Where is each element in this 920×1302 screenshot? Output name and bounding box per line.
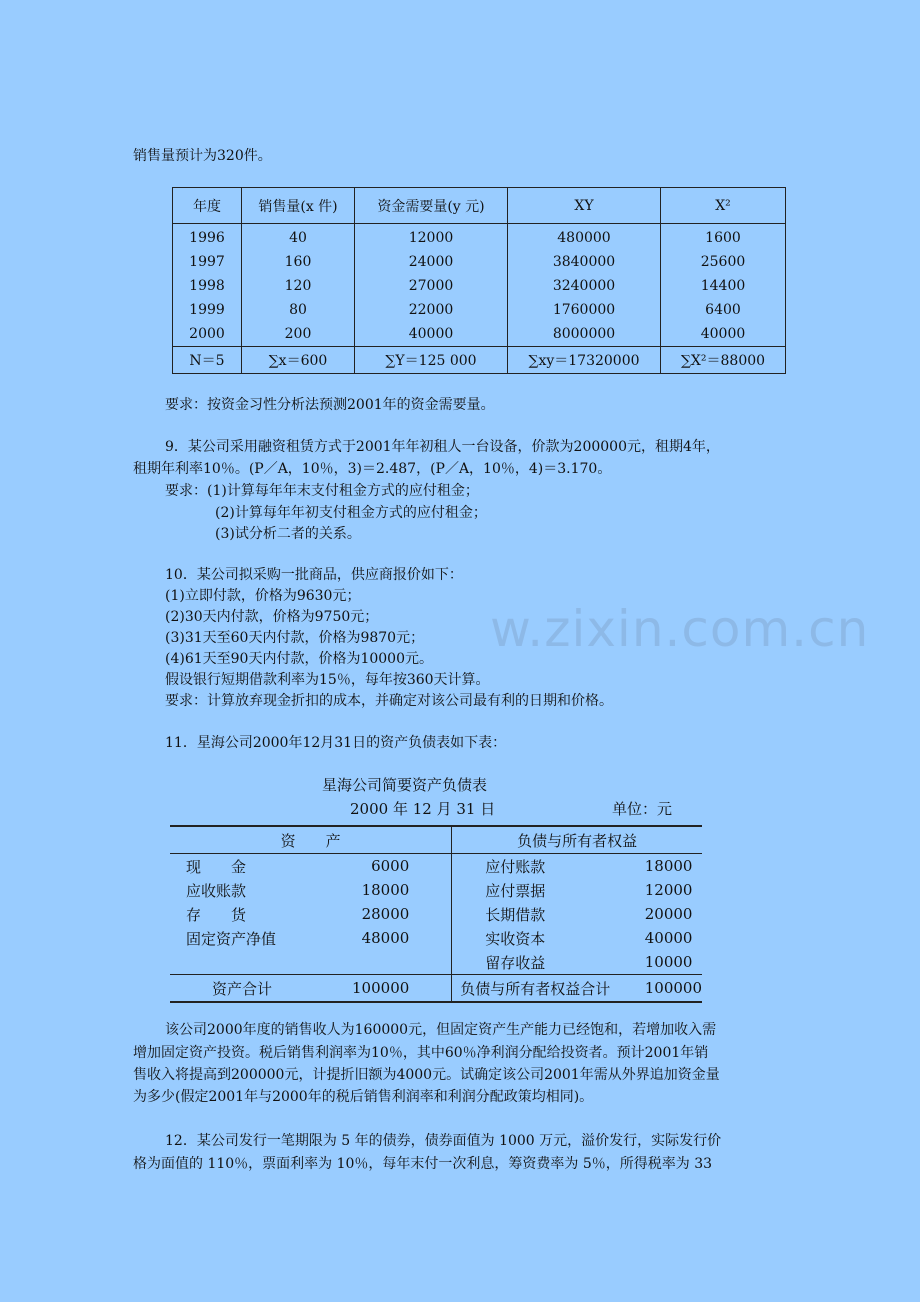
table-row: [173, 224, 786, 251]
asset-value: 48000: [312, 926, 452, 950]
cell: 2000: [173, 322, 242, 347]
table-row: [173, 298, 786, 322]
total-assets-value: 100000: [312, 975, 452, 1003]
total-liabilities-value: 100000: [619, 975, 702, 1003]
watermark: w.zixin.com.cn: [490, 600, 870, 658]
liability-label: 应付账款: [485, 857, 546, 876]
liabilities-header: 负债与所有者权益: [452, 826, 702, 854]
total-y: ∑Y＝125 000: [355, 347, 508, 374]
liability-value: 20000: [644, 905, 693, 923]
totals-row: [173, 347, 786, 374]
cell: 3840000: [508, 250, 661, 274]
intro-text: 销售量预计为320件。: [133, 148, 272, 164]
balance-sheet-table: [170, 825, 702, 1003]
req8-text: 要求：按资金习性分析法预测2001年的资金需要量。: [165, 397, 495, 413]
cell: 12000: [355, 224, 508, 251]
balance-header-row: [170, 826, 702, 854]
cell: 1999: [173, 298, 242, 322]
table-row: [170, 878, 702, 902]
liability-value: 10000: [644, 953, 693, 971]
col-xy: XY: [508, 188, 661, 224]
cell: 480000: [508, 224, 661, 251]
q10-opt3: (3)31天至60天内付款，价格为9870元；: [165, 630, 425, 646]
q12-line2: 格为面值的 110％，票面利率为 10％，每年末付一次利息，筹资费率为 5％，所得税率为 33: [133, 1156, 713, 1172]
cell: 25600: [661, 250, 786, 274]
asset-label: 现 金: [186, 857, 247, 876]
cell: 24000: [355, 250, 508, 274]
q11-para4: 为多少(假定2001年与2000年的税后销售利润率和利润分配政策均相同)。: [133, 1089, 594, 1105]
col-year: 年度: [173, 188, 242, 224]
balance-sheet-date: 2000 年 12 月 31 日: [350, 800, 496, 818]
total-x2: ∑X²＝88000: [661, 347, 786, 374]
cell: 160: [242, 250, 355, 274]
asset-label: 存 货: [186, 905, 247, 924]
empty-cell: [170, 950, 312, 975]
asset-value: 18000: [312, 878, 452, 902]
q10-opt4: (4)61天至90天内付款，价格为10000元。: [165, 651, 433, 667]
cell: 6400: [661, 298, 786, 322]
cell: 200: [242, 322, 355, 347]
q10-req: 要求：计算放弃现金折扣的成本，并确定对该公司最有利的日期和价格。: [165, 693, 613, 709]
balance-sheet-title: 星海公司简要资产负债表: [322, 776, 488, 794]
liability-value: 40000: [644, 929, 693, 947]
total-liabilities-label: 负债与所有者权益合计: [452, 975, 619, 1003]
liability-label: 实收资本: [485, 929, 546, 948]
cell: 8000000: [508, 322, 661, 347]
table-row: [170, 854, 702, 879]
cell: 1997: [173, 250, 242, 274]
asset-label: 应收账款: [186, 881, 247, 900]
cell: 40000: [661, 322, 786, 347]
q11-para1: 该公司2000年度的销售收人为160000元，但固定资产生产能力已经饱和，若增加收入需: [165, 1022, 717, 1038]
cell: 1760000: [508, 298, 661, 322]
liability-label: 留存收益: [485, 953, 546, 972]
total-x: ∑x＝600: [242, 347, 355, 374]
q11-para2: 增加固定资产投资。税后销售利润率为10％，其中60％净利润分配给投资者。预计2001年销: [133, 1045, 709, 1061]
col-capital: 资金需要量(y 元): [355, 188, 508, 224]
liability-label: 应付票据: [485, 881, 546, 900]
q11-para3: 售收入将提高到200000元，计提折旧额为4000元。试确定该公司2001年需从外界追加资金量: [133, 1067, 720, 1083]
q12-line1: 12．某公司发行一笔期限为 5 年的债券，债券面值为 1000 万元，溢价发行，实际发行价: [165, 1133, 722, 1149]
table-header-row: [173, 188, 786, 224]
q9-req2: (2)计算每年年初支付租金方式的应付租金；: [215, 505, 487, 521]
q11-line1: 11．星海公司2000年12月31日的资产负债表如下表：: [165, 735, 507, 751]
table-row: [173, 274, 786, 298]
q10-line1: 10．某公司拟采购一批商品，供应商报价如下：: [165, 567, 463, 583]
total-assets-label: 资产合计: [170, 975, 312, 1003]
q10-assume: 假设银行短期借款利率为15％，每年按360天计算。: [165, 672, 490, 688]
cell: 80: [242, 298, 355, 322]
table-row: [170, 926, 702, 950]
asset-value: 6000: [312, 854, 452, 879]
col-sales: 销售量(x 件): [242, 188, 355, 224]
assets-header: 资 产: [170, 826, 452, 854]
balance-sheet-unit: 单位：元: [612, 800, 673, 818]
table-row: [173, 322, 786, 347]
cell: 14400: [661, 274, 786, 298]
table-row: [173, 250, 786, 274]
cell: 1998: [173, 274, 242, 298]
cell: 40000: [355, 322, 508, 347]
q10-opt2: (2)30天内付款，价格为9750元；: [165, 609, 379, 625]
liability-label: 长期借款: [485, 905, 546, 924]
q9-req3: (3)试分析二者的关系。: [215, 526, 361, 542]
q9-req1: 要求：(1)计算每年年末支付租金方式的应付租金；: [165, 483, 479, 499]
total-xy: ∑xy＝17320000: [508, 347, 661, 374]
total-n: N＝5: [173, 347, 242, 374]
balance-totals-row: [170, 975, 702, 1003]
cell: 27000: [355, 274, 508, 298]
col-x2: X²: [661, 188, 786, 224]
q10-opt1: (1)立即付款，价格为9630元；: [165, 588, 361, 604]
liability-value: 12000: [644, 881, 693, 899]
q9-line2: 租期年利率10％。(P／A，10％，3)＝2.487，(P／A，10％，4)＝3.170。: [133, 461, 612, 477]
q9-line1: 9．某公司采用融资租赁方式于2001年年初租人一台设备，价款为200000元，租期4年，: [165, 439, 720, 455]
cell: 3240000: [508, 274, 661, 298]
cell: 1600: [661, 224, 786, 251]
cell: 40: [242, 224, 355, 251]
sales-capital-table: [172, 187, 786, 374]
table-row: [170, 902, 702, 926]
cell: 120: [242, 274, 355, 298]
cell: 1996: [173, 224, 242, 251]
asset-label: 固定资产净值: [186, 929, 277, 948]
empty-cell: [312, 950, 452, 975]
table-row: [170, 950, 702, 975]
cell: 22000: [355, 298, 508, 322]
asset-value: 28000: [312, 902, 452, 926]
liability-value: 18000: [644, 857, 693, 875]
